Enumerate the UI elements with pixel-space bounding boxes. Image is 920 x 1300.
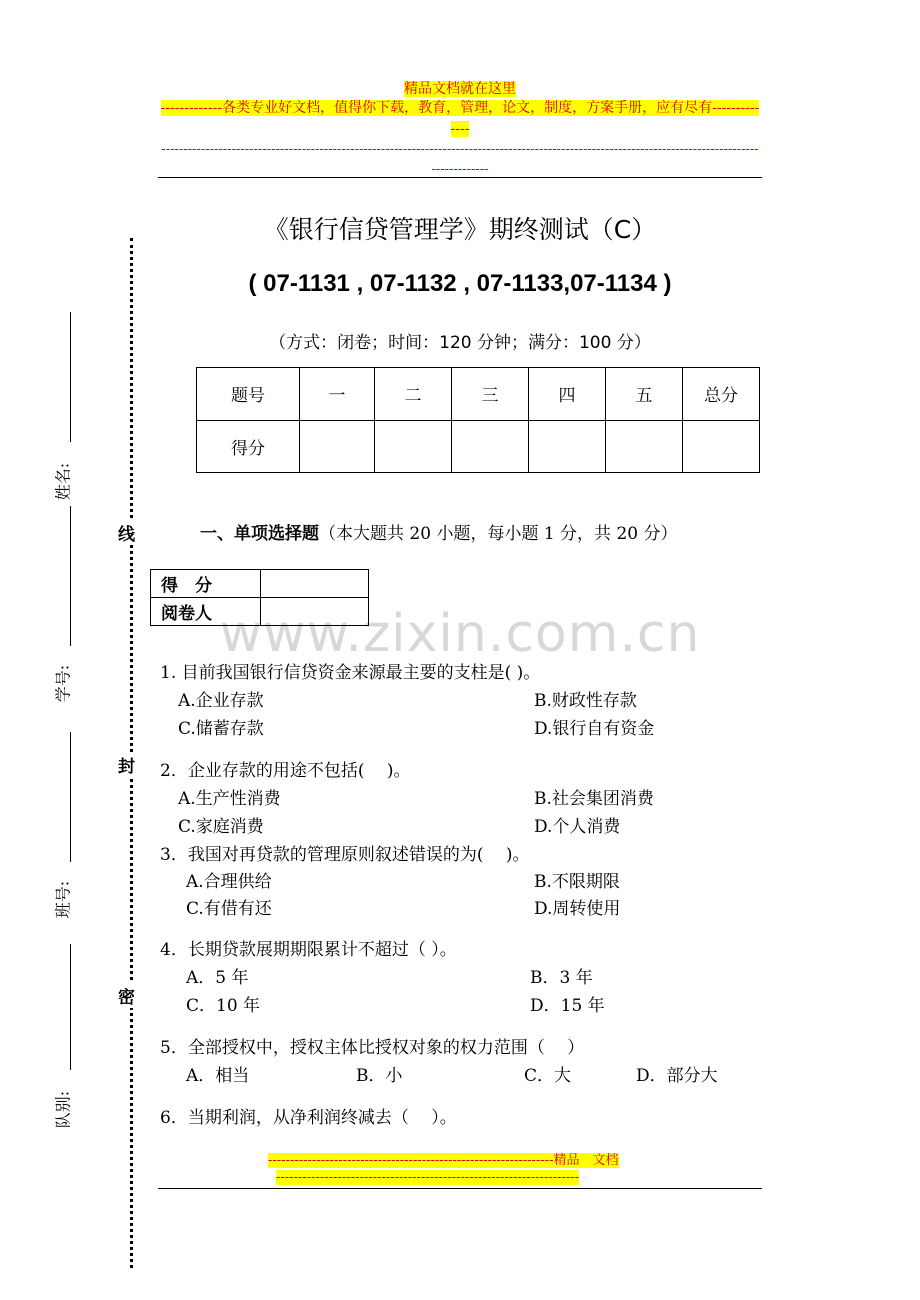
name-label: 姓名: [53, 462, 73, 501]
score-cell[interactable] [529, 420, 606, 473]
banner-line-text: -------------各类专业好文档，值得你下载，教育，管理，论文，制度，方案手册，应有尽有-------------- [160, 100, 760, 137]
question-1-stem: 1. 目前我国银行信贷资金来源最主要的支柱是( )。 [160, 663, 541, 683]
student-id-underline[interactable] [70, 506, 71, 646]
question-2-option-d[interactable]: D.个人消费 [534, 817, 621, 837]
student-id-label: 学号: [53, 664, 73, 703]
class-label: 班号: [53, 880, 73, 919]
score-table-header-row [197, 368, 760, 421]
question-2-stem: 2．企业存款的用途不包括( )。 [160, 761, 411, 781]
banner-title-text: 精品文档就在这里 [404, 81, 516, 97]
header-cell: 题号 [197, 368, 300, 421]
section-title: 一、单项选择题 [200, 524, 319, 544]
team-underline[interactable] [70, 944, 71, 1070]
class-underline[interactable] [70, 732, 71, 862]
header-rule [158, 177, 762, 178]
banner-line [160, 98, 760, 140]
exam-meta: （方式：闭卷；时间：120 分钟；满分：100 分） [269, 333, 651, 353]
footer-line-2 [276, 1170, 579, 1185]
header-cell: 总分 [683, 368, 760, 421]
score-row-label: 得分 [197, 420, 300, 473]
question-1-option-d[interactable]: D.银行自有资金 [534, 719, 655, 739]
question-1-option-c[interactable]: C.储蓄存款 [178, 719, 264, 739]
question-2-option-c[interactable]: C.家庭消费 [178, 817, 264, 837]
grader-score-label: 得 分 [151, 570, 261, 598]
score-cell[interactable] [375, 420, 452, 473]
question-2-option-b[interactable]: B.社会集团消费 [534, 789, 654, 809]
score-cell[interactable] [300, 420, 375, 473]
question-5-option-a[interactable]: A．相当 [186, 1066, 250, 1086]
grader-table [150, 569, 369, 626]
question-5-option-d[interactable]: D．部分大 [636, 1066, 718, 1086]
grader-reviewer-cell[interactable] [261, 598, 369, 626]
footer-line-2-text: --------------------------------------------------------------------- [276, 1170, 580, 1185]
watermark: www.zixin.com.cn [219, 604, 701, 664]
banner-dashes: ----------------------------------------------------------------------------------------------------------------------------------------------------- [161, 142, 759, 177]
class-codes: ( 07-1131 , 07-1132 , 07-1133,07-1134 ) [248, 270, 672, 297]
question-6-stem: 6．当期利润，从净利润终减去（ ）。 [160, 1108, 457, 1128]
score-table [196, 367, 760, 473]
question-4-option-c[interactable]: C．10 年 [186, 996, 261, 1016]
question-5-stem: 5．全部授权中，授权主体比授权对象的权力范围（ ） [160, 1038, 585, 1058]
seal-line-char: 线 [118, 520, 135, 545]
header-cell: 三 [452, 368, 529, 421]
question-4-option-d[interactable]: D．15 年 [530, 996, 605, 1016]
team-label: 队别: [53, 1090, 73, 1129]
question-4-option-a[interactable]: A．5 年 [186, 968, 249, 988]
score-cell[interactable] [452, 420, 529, 473]
grader-score-cell[interactable] [261, 570, 369, 598]
question-4-option-b[interactable]: B．3 年 [530, 968, 593, 988]
header-cell: 二 [375, 368, 452, 421]
question-3-option-b[interactable]: B.不限期限 [534, 872, 620, 892]
seal-seal-char: 封 [118, 752, 135, 777]
question-3-option-c[interactable]: C.有借有还 [186, 899, 272, 919]
question-3-option-d[interactable]: D.周转使用 [534, 899, 621, 919]
header-cell: 五 [606, 368, 683, 421]
header-cell: 一 [300, 368, 375, 421]
question-5-option-b[interactable]: B．小 [356, 1066, 403, 1086]
footer-line-1 [268, 1149, 619, 1168]
footer-line-1-text: -----------------------------------------------------------------精品 文档 [268, 1153, 619, 1168]
section-heading [200, 519, 678, 544]
question-2-option-a[interactable]: A.生产性消费 [178, 789, 281, 809]
grader-reviewer-label: 阅卷人 [151, 598, 261, 626]
banner-title [0, 78, 920, 98]
section-note: （本大题共 20 小题，每小题 1 分，共 20 分） [319, 524, 678, 544]
question-3-option-a[interactable]: A.合理供给 [186, 872, 272, 892]
score-cell[interactable] [683, 420, 760, 473]
exam-title: 《银行信贷管理学》期终测试（C） [263, 215, 657, 244]
question-1-option-b[interactable]: B.财政性存款 [534, 691, 637, 711]
question-1-option-a[interactable]: A.企业存款 [178, 691, 264, 711]
footer-rule [158, 1188, 762, 1189]
score-cell[interactable] [606, 420, 683, 473]
header-cell: 四 [529, 368, 606, 421]
question-5-option-c[interactable]: C．大 [524, 1066, 572, 1086]
name-underline[interactable] [70, 312, 71, 442]
seal-secret-char: 密 [118, 983, 135, 1008]
question-4-stem: 4．长期贷款展期期限累计不超过（ ）。 [160, 940, 457, 960]
score-table-score-row [197, 420, 760, 473]
question-3-stem: 3．我国对再贷款的管理原则叙述错误的为( )。 [160, 845, 530, 865]
